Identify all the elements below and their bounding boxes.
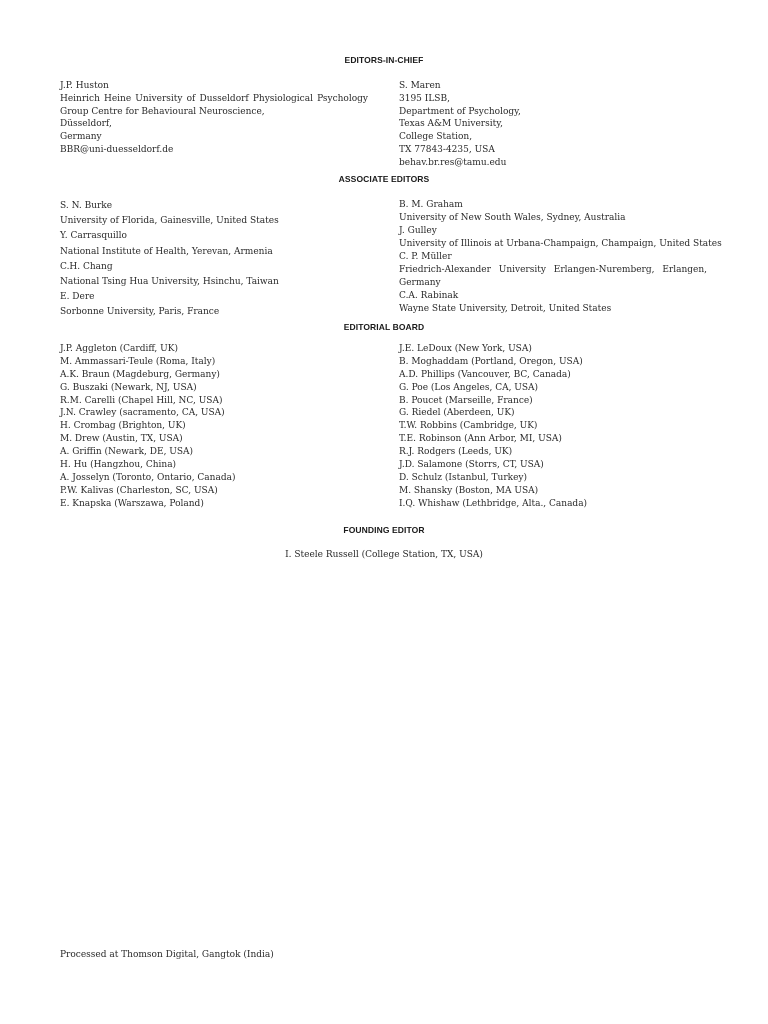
editor-affiliation-line: Group Centre for Behavioural Neuroscience, xyxy=(60,106,265,117)
board-member: B. Poucet (Marseille, France) xyxy=(399,395,533,406)
editor-in-chief-maren xyxy=(399,80,707,170)
editorial-board-right-column xyxy=(399,343,707,511)
associate-editor-affiliation: Sorbonne University, Paris, France xyxy=(60,307,220,318)
board-member: P.W. Kalivas (Charleston, SC, USA) xyxy=(60,485,218,496)
associate-editors-right-column xyxy=(399,199,722,316)
board-member: A.K. Braun (Magdeburg, Germany) xyxy=(60,369,220,380)
board-member: H. Crombag (Brighton, UK) xyxy=(60,421,186,432)
associate-editor-name: B. M. Graham xyxy=(399,200,463,210)
editor-affiliation-line: Texas A&M University, xyxy=(399,119,503,130)
associate-editors-heading: ASSOCIATE EDITORS xyxy=(338,174,430,184)
editor-name: J.P. Huston xyxy=(60,81,109,91)
board-member: R.J. Rodgers (Leeds, UK) xyxy=(399,447,513,458)
processing-credit: Processed at Thomson Digital, Gangtok (India) xyxy=(60,950,274,960)
board-member: M. Ammassari-Teule (Roma, Italy) xyxy=(60,356,216,367)
board-member: D. Schulz (Istanbul, Turkey) xyxy=(399,472,527,483)
editorial-board-heading: EDITORIAL BOARD xyxy=(343,322,425,332)
board-member: T.W. Robbins (Cambridge, UK) xyxy=(399,421,538,432)
board-member: B. Moghaddam (Portland, Oregon, USA) xyxy=(399,356,583,367)
board-member: J.D. Salamone (Storrs, CT, USA) xyxy=(399,460,544,471)
board-member: M. Drew (Austin, TX, USA) xyxy=(60,434,183,445)
board-member: G. Poe (Los Angeles, CA, USA) xyxy=(399,382,539,393)
editor-affiliation-line: Germany xyxy=(60,132,102,143)
editor-name: S. Maren xyxy=(399,81,441,91)
board-member: G. Riedel (Aberdeen, UK) xyxy=(399,408,515,419)
editor-affiliation-line: TX 77843-4235, USA xyxy=(399,144,495,155)
associate-editor-affiliation: University of Florida, Gainesville, United States xyxy=(60,216,279,227)
associate-editor-affiliation: National Institute of Health, Yerevan, Armenia xyxy=(60,246,273,257)
editor-affiliation-line: Department of Psychology, xyxy=(399,106,521,117)
founding-editor-name: I. Steele Russell (College Station, TX, USA) xyxy=(285,550,483,560)
board-member: J.E. LeDoux (New York, USA) xyxy=(399,344,532,354)
associate-editor-affiliation: University of Illinois at Urbana-Champaign, Champaign, United States xyxy=(399,239,722,249)
board-member: H. Hu (Hangzhou, China) xyxy=(60,460,177,471)
editor-email: BBR@uni-duesseldorf.de xyxy=(60,144,174,155)
editor-affiliation-line: Düsseldorf, xyxy=(60,119,112,130)
board-member: A. Josselyn (Toronto, Ontario, Canada) xyxy=(60,472,236,483)
associate-editor-affiliation: Wayne State University, Detroit, United States xyxy=(399,304,612,314)
associate-editor-name: C. P. Müller xyxy=(399,252,452,262)
associate-editor-affiliation: Germany xyxy=(399,278,441,288)
associate-editors-left-column xyxy=(60,199,368,321)
associate-editor-affiliation: Friedrich-Alexander University Erlangen-Nuremberg, Erlangen, xyxy=(399,265,707,275)
editor-affiliation-line: 3195 ILSB, xyxy=(399,93,450,104)
board-member: T.E. Robinson (Ann Arbor, MI, USA) xyxy=(399,434,562,445)
associate-editor-name: C.A. Rabinak xyxy=(399,291,459,301)
board-member: A.D. Phillips (Vancouver, BC, Canada) xyxy=(399,369,571,380)
editor-affiliation-line: College Station, xyxy=(399,132,473,143)
editorial-board-left-column xyxy=(60,343,368,511)
board-member: E. Knapska (Warszawa, Poland) xyxy=(60,498,204,509)
board-member: G. Buszaki (Newark, NJ, USA) xyxy=(60,382,197,393)
board-member: J.N. Crawley (sacramento, CA, USA) xyxy=(60,408,225,419)
board-member: M. Shansky (Boston, MA USA) xyxy=(399,485,539,496)
associate-editor-name: Y. Carrasquillo xyxy=(60,231,127,242)
associate-editor-name: S. N. Burke xyxy=(60,201,113,211)
associate-editor-name: J. Gulley xyxy=(399,226,437,236)
associate-editor-name: C.H. Chang xyxy=(60,261,113,272)
founding-editor-heading: FOUNDING EDITOR xyxy=(343,525,425,535)
associate-editor-name: E. Dere xyxy=(60,292,95,303)
board-member: R.M. Carelli (Chapel Hill, NC, USA) xyxy=(60,395,223,406)
editor-in-chief-huston xyxy=(60,80,368,157)
associate-editor-affiliation: National Tsing Hua University, Hsinchu, Taiwan xyxy=(60,276,279,287)
editors-in-chief-heading: EDITORS-IN-CHIEF xyxy=(344,55,424,65)
board-member: J.P. Aggleton (Cardiff, UK) xyxy=(60,344,178,354)
associate-editor-affiliation: University of New South Wales, Sydney, Australia xyxy=(399,213,626,223)
board-member: I.Q. Whishaw (Lethbridge, Alta., Canada) xyxy=(399,498,588,509)
editor-email: behav.br.res@tamu.edu xyxy=(399,157,507,168)
editor-affiliation-line: Heinrich Heine University of Dusseldorf Physiological Psychology xyxy=(60,93,368,104)
board-member: A. Griffin (Newark, DE, USA) xyxy=(60,447,194,458)
